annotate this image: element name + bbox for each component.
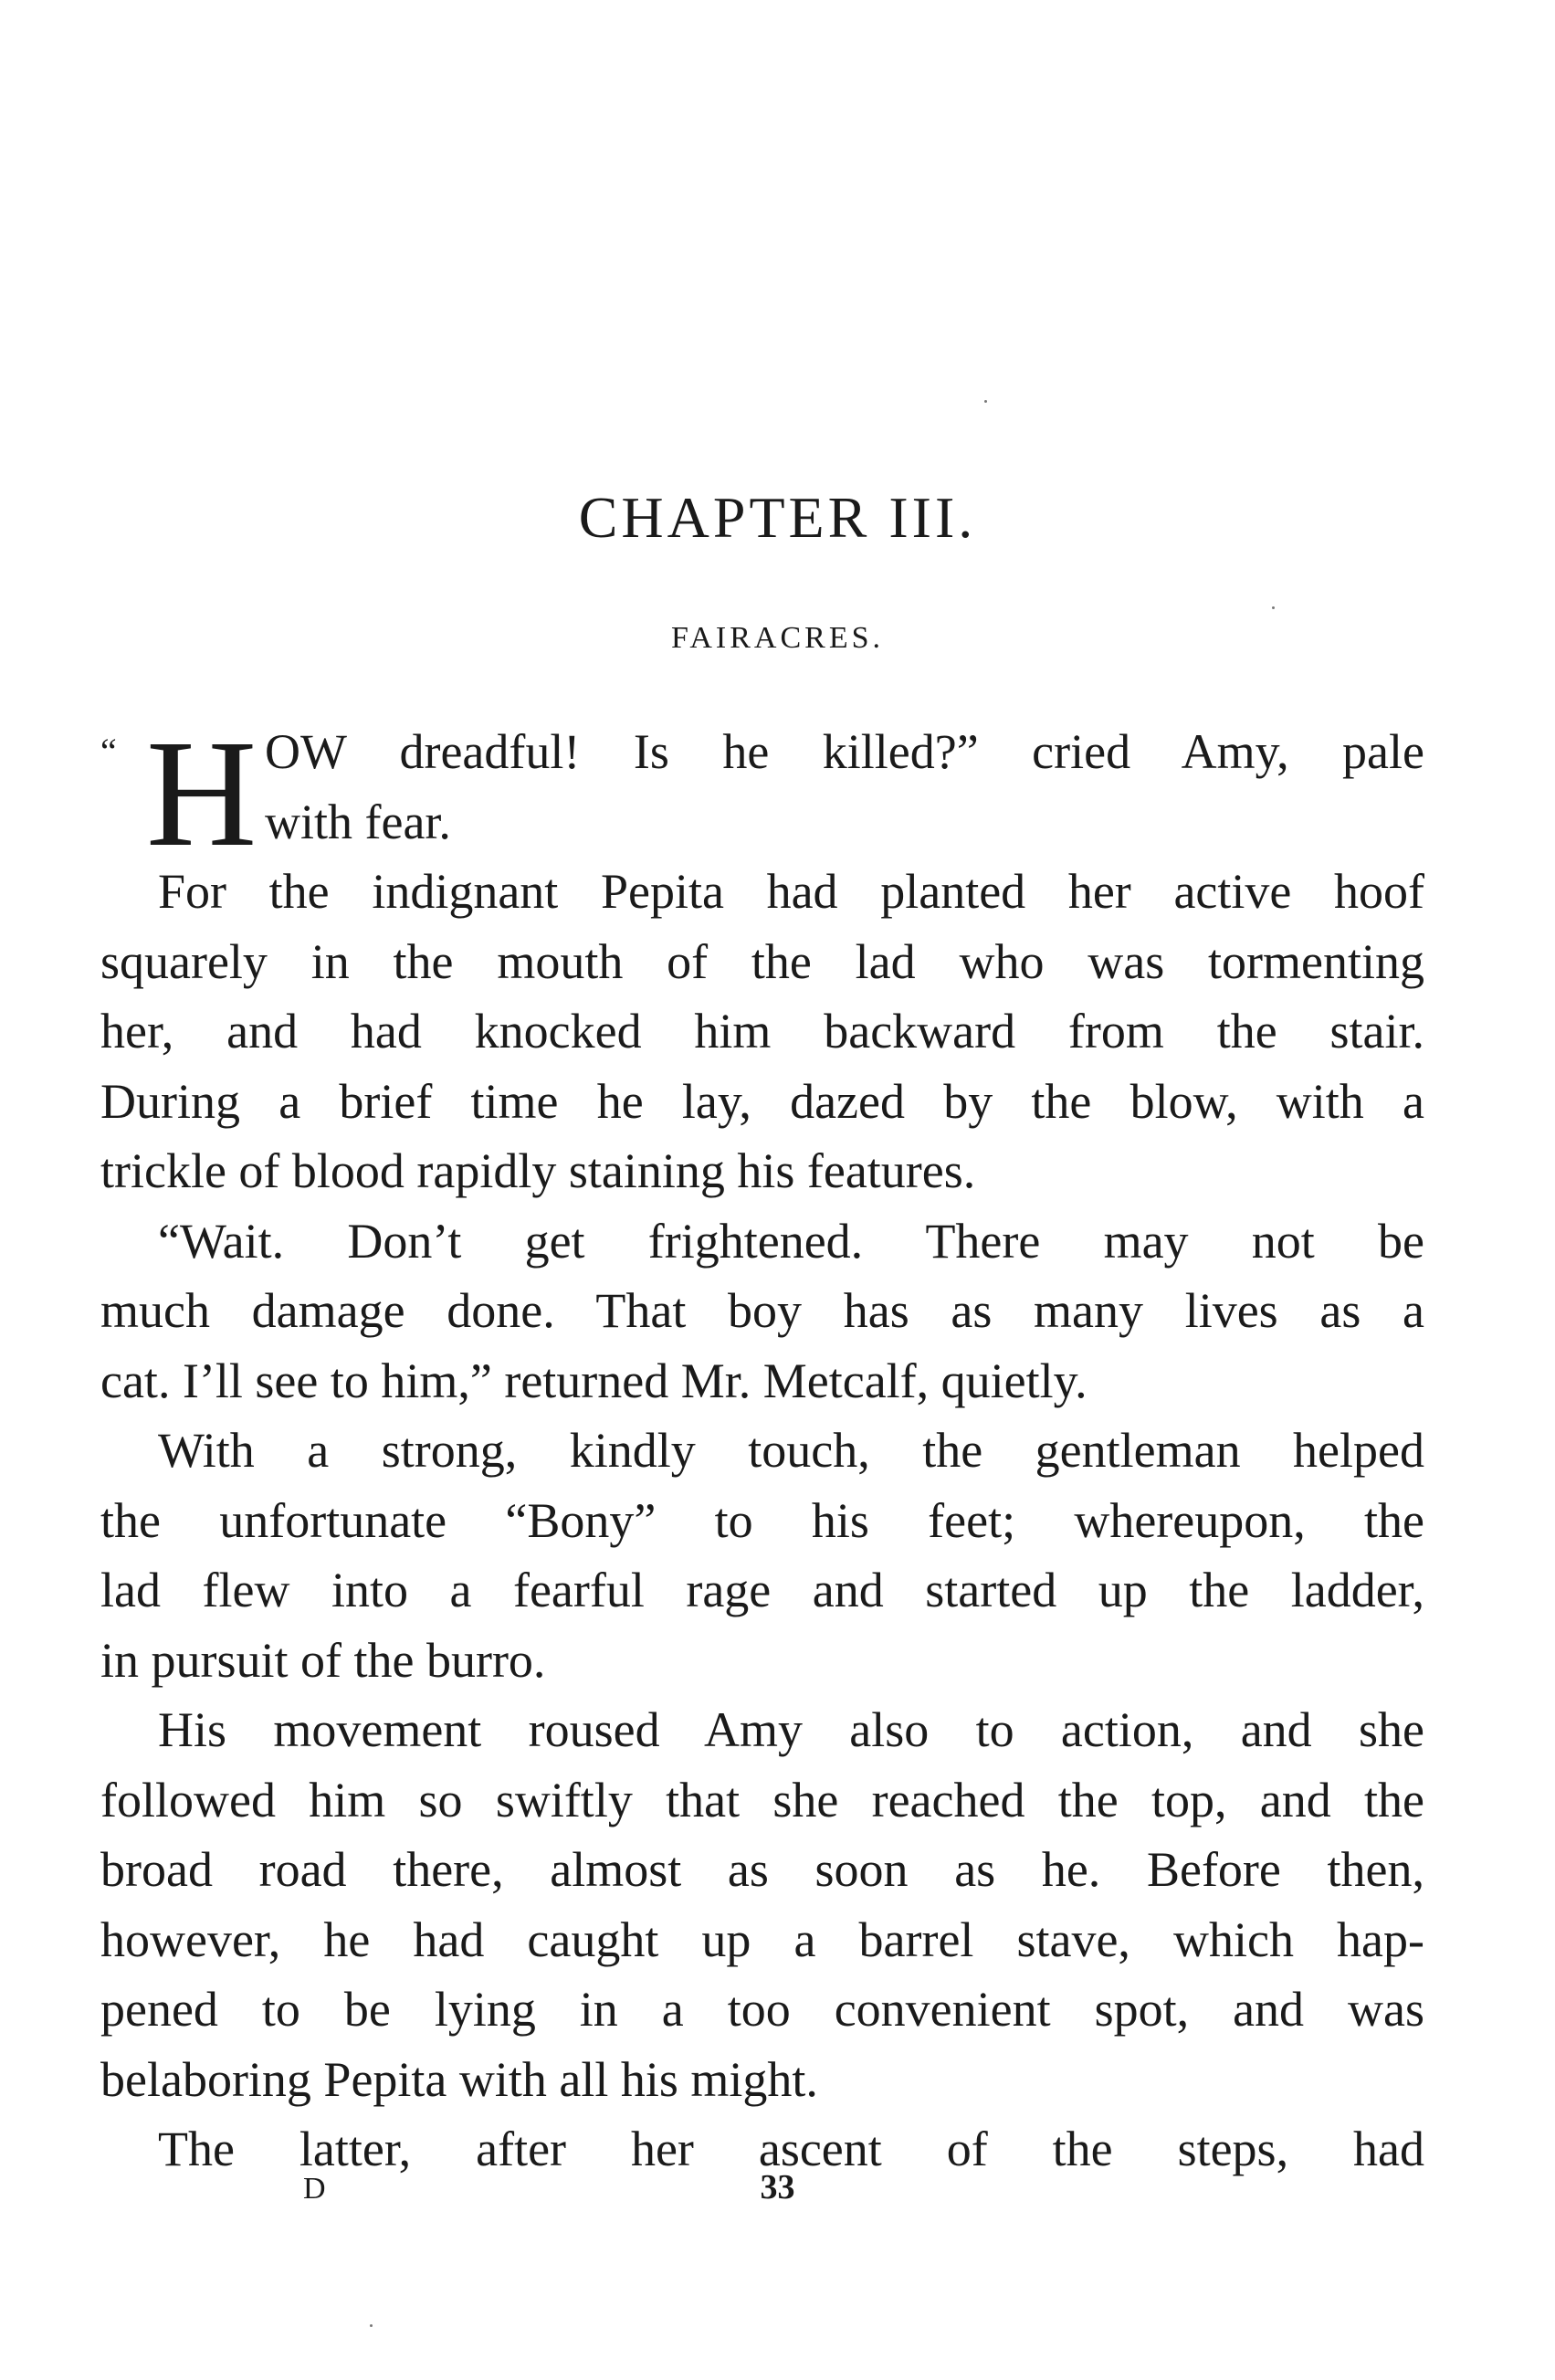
opening-paragraph [100,709,1424,879]
text-line: cat. I’ll see to him,” returned Mr. Metcalf, quietly. [100,1353,1087,1408]
text-line: For the indignant Pepita had planted her active hoof [158,864,1424,919]
opening-line-1: OW dreadful! Is he killed?” cried Amy, pale [265,724,1424,779]
page-number: 33 [760,2168,795,2206]
opening-quote-mark: “ [100,731,117,772]
text-line: His movement roused Amy also to action, and she [158,1702,1424,1757]
text-line: in pursuit of the burro. [100,1632,546,1688]
paper-speck [1272,606,1275,609]
text-line: The latter, after her ascent of the steps, had [158,2122,1424,2176]
text-line: trickle of blood rapidly staining his features. [100,1143,976,1198]
text-line: pened to be lying in a too convenient spot, and was [100,1982,1424,2037]
text-line: “Wait. Don’t get frightened. There may not be [158,1213,1424,1269]
paragraph-3 [100,1416,1424,1695]
text-line: lad flew into a fearful rage and started up the ladder, [100,1563,1424,1617]
opening-line-2: with fear. [265,794,451,849]
paper-speck [984,400,987,403]
text-line: however, he had caught up a barrel stave, which hap- [100,1911,1424,1967]
drop-cap: H [146,709,257,879]
text-line: squarely in the mouth of the lad who was tormenting [100,933,1424,989]
text-line: the unfortunate “Bony” to his feet; whereupon, the [100,1492,1424,1548]
paragraph-4 [100,1695,1424,2114]
section-heading: FAIRACRES. [670,621,885,655]
body-text [100,709,1424,2185]
text-line: much damage done. That boy has as many lives as a [100,1283,1424,1338]
paper-speck [370,2324,373,2327]
text-line: With a strong, kindly touch, the gentleman helped [158,1423,1424,1478]
text-line: During a brief time he lay, dazed by the blow, with a [100,1073,1424,1129]
text-line: followed him so swiftly that she reached the top, and the [100,1772,1424,1827]
text-line: her, and had knocked him backward from the stair. [100,1004,1424,1058]
paragraph-2 [100,1206,1424,1416]
text-line: belaboring Pepita with all his might. [100,2051,818,2107]
paragraph-1 [100,857,1424,1206]
printer-signature-mark: D [303,2172,326,2206]
text-line: broad road there, almost as soon as he. Before then, [100,1842,1424,1897]
chapter-heading: CHAPTER III. [578,485,977,550]
